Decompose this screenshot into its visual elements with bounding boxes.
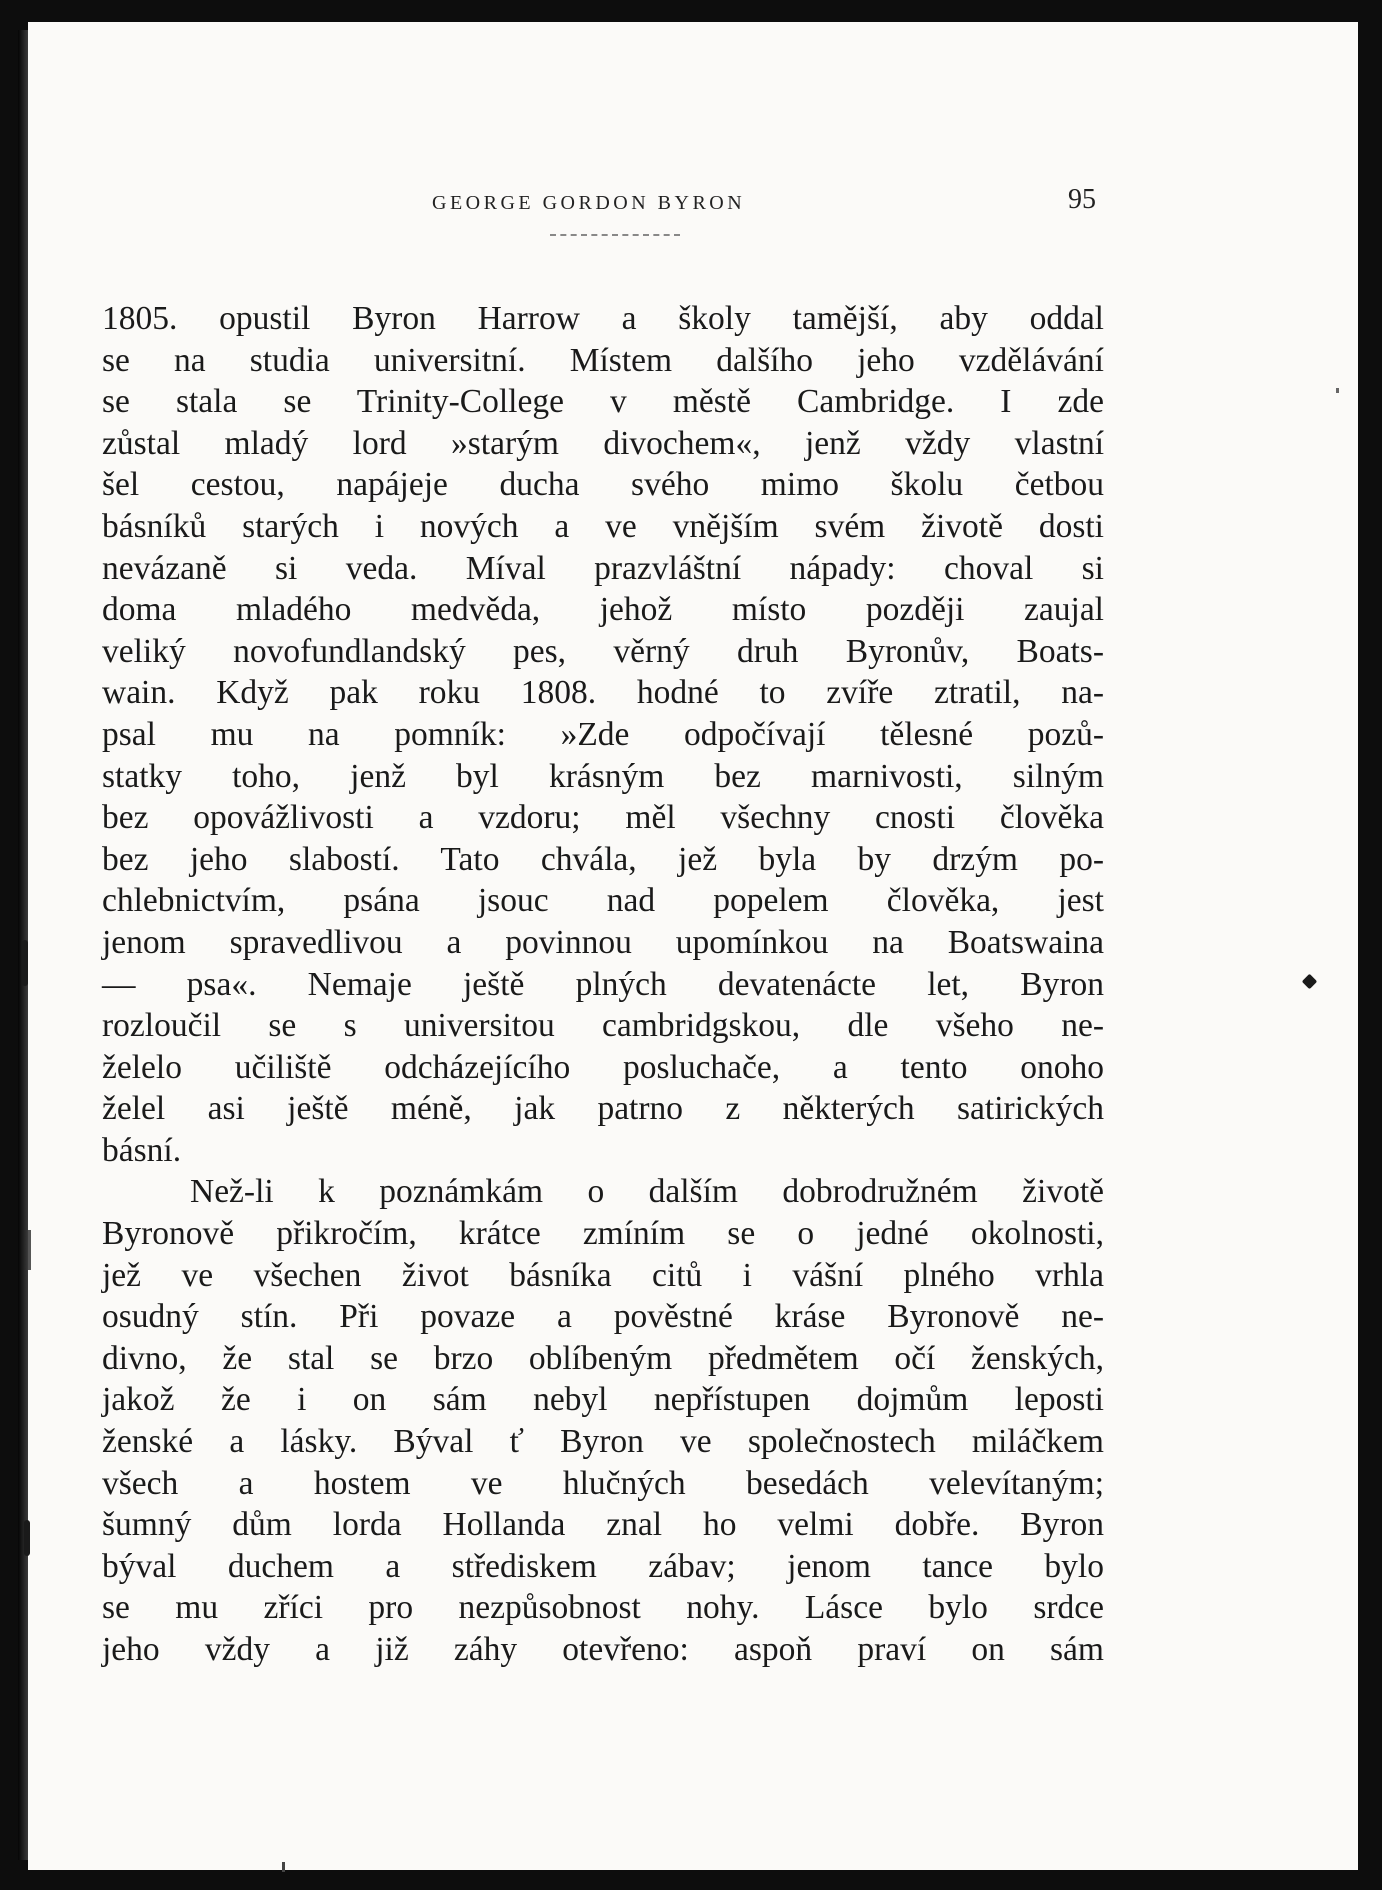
text-line: Byronově přikročím, krátce zmíním se o jedné okolnosti, — [102, 1215, 1104, 1253]
text-line: básníků starých i nových a ve vnějším svém životě dosti — [102, 507, 1104, 545]
text-line: psal mu na pomník: »Zde odpočívají tělesné pozů- — [102, 715, 1104, 753]
text-line: se na studia universitní. Místem dalšího jeho vzdělávání — [102, 341, 1104, 379]
text-line: 1805. opustil Byron Harrow a školy tamější, aby oddal — [102, 300, 1104, 337]
text-line: želelo učiliště odcházejícího posluchače, a tento onoho — [102, 1048, 1104, 1086]
text-line: statky toho, jenž byl krásným bez marnivosti, silným — [102, 757, 1104, 795]
scan-artifact — [28, 1230, 31, 1270]
text-line: bez jeho slabostí. Tato chvála, jež byla by drzým po- — [102, 840, 1104, 878]
text-line: osudný stín. Při povaze a pověstné kráse Byronově ne- — [102, 1298, 1104, 1336]
text-line: všech a hostem ve hlučných besedách velevítaným; — [102, 1464, 1104, 1502]
text-line: básní. — [102, 1131, 182, 1169]
running-title: GEORGE GORDON BYRON — [432, 192, 746, 214]
text-line: ženské a lásky. Býval ť Byron ve společnostech miláčkem — [102, 1423, 1104, 1461]
text-line: doma mladého medvěda, jehož místo později zaujal — [102, 591, 1104, 629]
text-line: šel cestou, napájeje ducha svého mimo školu četbou — [102, 466, 1104, 504]
scan-artifact — [24, 1520, 30, 1556]
text-line: šumný dům lorda Hollanda znal ho velmi dobře. Byron — [102, 1506, 1104, 1544]
text-line: — psa«. Nemaje ještě plných devatenácte let, Byron — [102, 965, 1104, 1003]
text-line: býval duchem a střediskem zábav; jenom tance bylo — [102, 1547, 1104, 1585]
running-head — [400, 184, 1100, 220]
header-rule — [550, 234, 680, 236]
text-line: želel asi ještě méně, jak patrno z některých satirických — [102, 1090, 1104, 1128]
scan-artifact — [282, 1862, 285, 1872]
text-line: divno, že stal se brzo oblíbeným předmětem očí ženských, — [102, 1339, 1104, 1377]
text-line: se stala se Trinity-College v městě Cambridge. I zde — [102, 383, 1104, 421]
text-line: jenom spravedlivou a povinnou upomínkou na Boatswaina — [102, 923, 1104, 961]
text-line: jež ve všechen život básníka citů i vášní plného vrhla — [102, 1256, 1104, 1294]
text-line: zůstal mladý lord »starým divochem«, jenž vždy vlastní — [102, 424, 1104, 462]
body-text — [102, 298, 1104, 1671]
text-line: jakož že i on sám nebyl nepřístupen dojmům leposti — [102, 1381, 1104, 1419]
text-line: rozloučil se s universitou cambridgskou, dle všeho ne- — [102, 1007, 1104, 1045]
text-line: veliký novofundlandský pes, věrný druh Byronův, Boats- — [102, 632, 1104, 670]
page-number: 95 — [1068, 184, 1096, 215]
text-line: jeho vždy a již záhy otevřeno: aspoň praví on sám — [102, 1631, 1104, 1668]
text-line: se mu zříci pro nezpůsobnost nohy. Lásce bylo srdce — [102, 1589, 1104, 1627]
text-line: bez opovážlivosti a vzdoru; měl všechny cnosti člověka — [102, 799, 1104, 837]
scan-artifact — [22, 940, 28, 986]
text-line: chlebnictvím, psána jsouc nad popelem člověka, jest — [102, 882, 1104, 920]
text-line: wain. Když pak roku 1808. hodné to zvíře ztratil, na- — [102, 674, 1104, 712]
text-line: Než-li k poznámkám o dalším dobrodružném životě — [190, 1173, 1104, 1211]
text-line: nevázaně si veda. Míval prazvláštní nápady: choval si — [102, 549, 1104, 587]
scan-artifact — [1336, 388, 1339, 393]
